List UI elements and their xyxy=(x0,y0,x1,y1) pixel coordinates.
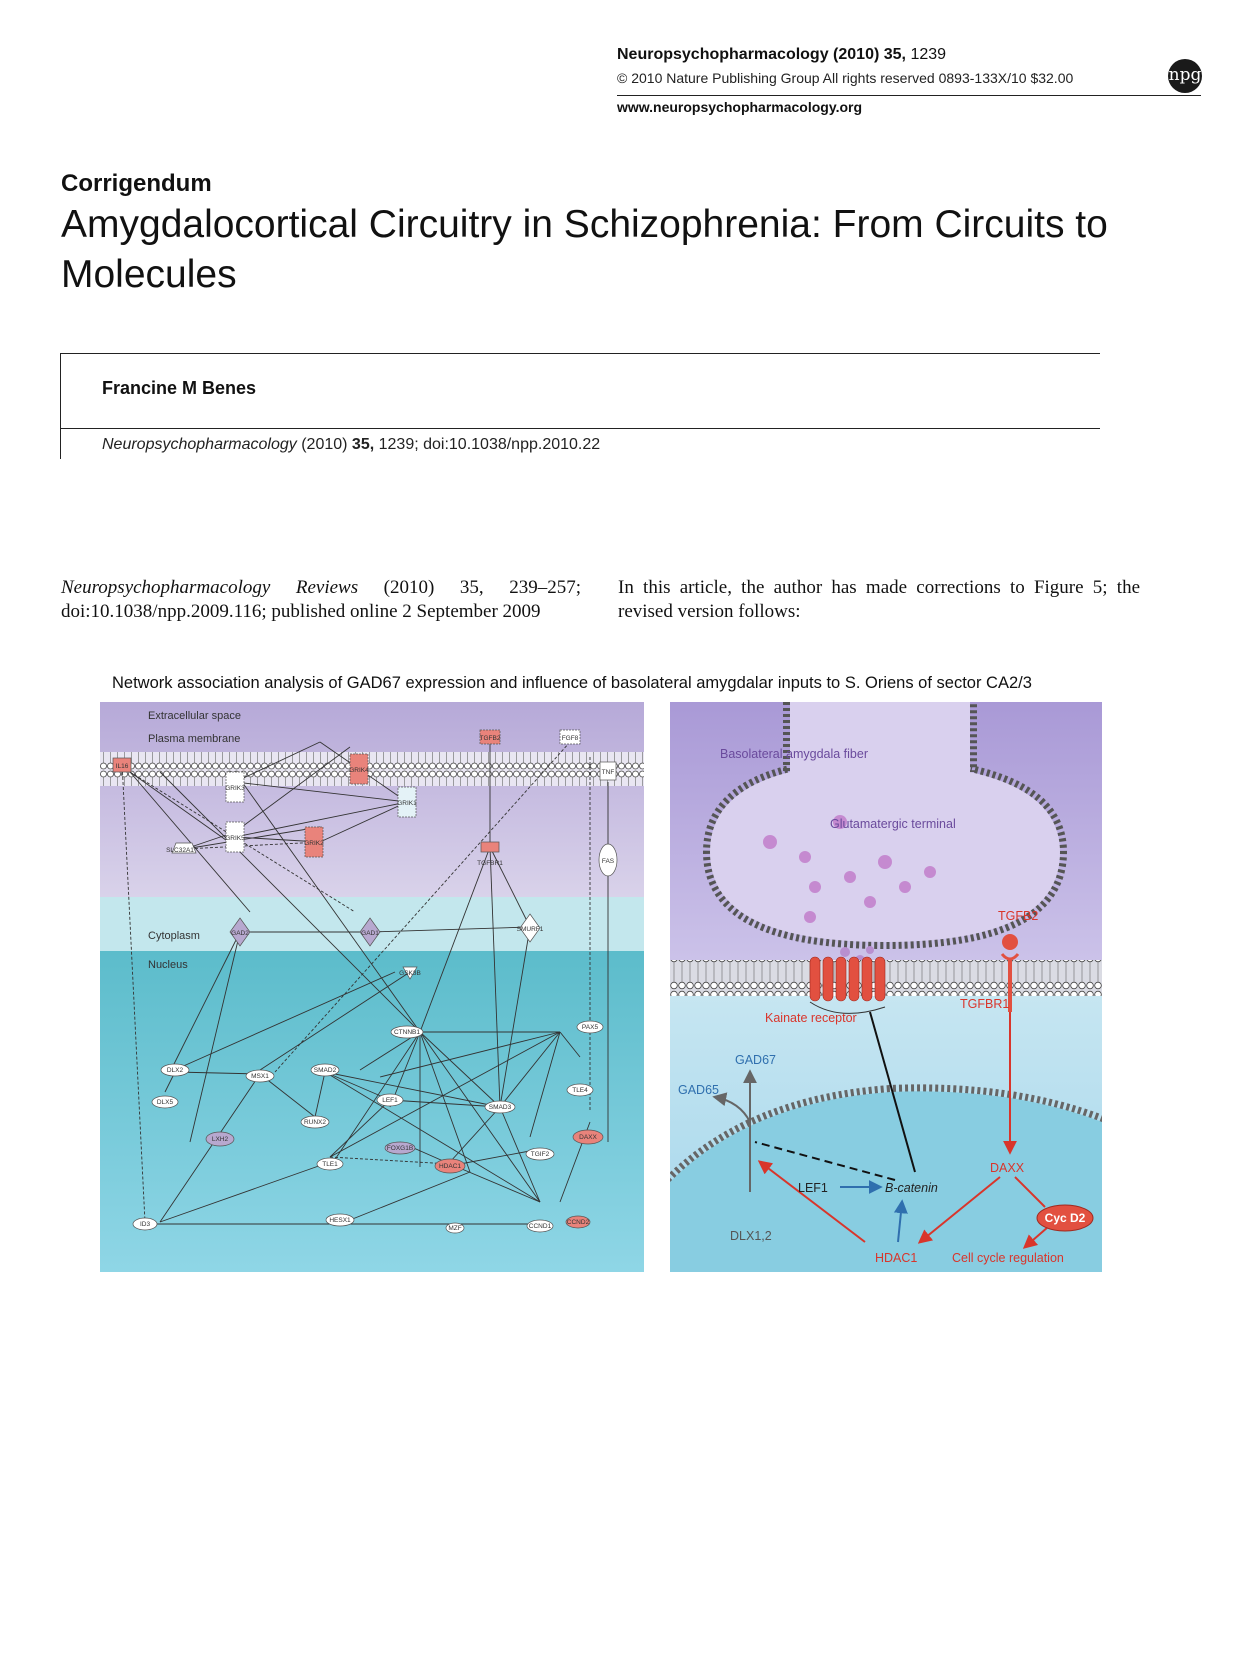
node-label-smad2: SMAD2 xyxy=(313,1067,337,1074)
label-daxx: DAXX xyxy=(990,1161,1025,1175)
region-label-extracellular: Extracellular space xyxy=(148,710,241,722)
node-label-fgf8: FGF8 xyxy=(561,735,579,742)
label-lef1: LEF1 xyxy=(798,1181,828,1195)
label-b-catenin: B-catenin xyxy=(885,1181,938,1195)
label-cell-cycle: Cell cycle regulation xyxy=(952,1251,1064,1265)
node-label-gad2: GAD2 xyxy=(231,930,249,937)
node-label-grik1: GRIK1 xyxy=(397,800,417,807)
node-label-lxh2: LXH2 xyxy=(211,1136,229,1143)
node-label-slc32a1: SLC32A1 xyxy=(166,847,194,854)
node-label-dlx5: DLX5 xyxy=(156,1099,174,1106)
label-glutamatergic-terminal: Glutamatergic terminal xyxy=(830,817,956,831)
node-label-grik2: GRIK2 xyxy=(304,840,324,847)
node-label-tgfbr1: TGFBR1 xyxy=(477,860,503,867)
node-label-grik3: GRIK3 xyxy=(225,785,245,792)
label-tgfbr1: TGFBR1 xyxy=(960,997,1010,1011)
citation-journal: Neuropsychopharmacology xyxy=(102,436,297,453)
postsynaptic-membrane xyxy=(670,960,1102,996)
journal-name: Neuropsychopharmacology (2010) 35, xyxy=(617,46,906,63)
node-label-hdac1: HDAC1 xyxy=(438,1163,462,1170)
citation-line xyxy=(102,436,600,454)
node-label-grik4: GRIK4 xyxy=(349,767,369,774)
node-label-fas: FAS xyxy=(601,858,615,865)
region-label-cytoplasm: Cytoplasm xyxy=(148,930,200,942)
label-hdac1: HDAC1 xyxy=(875,1251,918,1265)
label-basolateral-fiber: Basolateral amygdala fiber xyxy=(720,747,868,761)
original-citation-text: (2010) 35, 239–257; doi:10.1038/npp.2009.116; published online 2 September 2009 xyxy=(61,577,581,622)
correction-paragraph: In this article, the author has made corrections to Figure 5; the revised version follows: xyxy=(618,577,1140,622)
original-citation-paragraph xyxy=(61,576,581,624)
node-label-foxg1b: FOXG1B xyxy=(386,1145,414,1152)
node-label-tnf: TNF xyxy=(601,769,615,776)
label-tgfb2: TGFB2 xyxy=(998,909,1039,923)
citation-pages-doi: 1239; doi:10.1038/npp.2010.22 xyxy=(374,436,601,453)
node-label-grik5: GRIK5 xyxy=(225,835,245,842)
article-kind: Corrigendum xyxy=(61,170,212,197)
node-label-runx2: RUNX2 xyxy=(303,1119,327,1126)
region-label-membrane: Plasma membrane xyxy=(148,733,241,745)
citation-year: (2010) xyxy=(296,436,352,453)
node-label-pax5: PAX5 xyxy=(581,1024,599,1031)
node-label-gsk3b: GSK3B xyxy=(399,970,421,977)
copyright-line: © 2010 Nature Publishing Group All rights reserved 0893-133X/10 $32.00 xyxy=(617,70,1074,86)
node-tgfbr1 xyxy=(481,842,499,852)
author-box-mid-rule xyxy=(60,428,1100,429)
journal-header xyxy=(617,46,946,64)
label-cyc-d2: Cyc D2 xyxy=(1044,1211,1086,1225)
node-label-dlx2: DLX2 xyxy=(166,1067,184,1074)
node-label-tgfb2: TGFB2 xyxy=(479,735,501,742)
article-title: Amygdalocortical Circuitry in Schizophrenia: From Circuits to Molecules xyxy=(61,203,1108,296)
node-label-mzf: MZF xyxy=(448,1225,462,1232)
author-box-top-rule xyxy=(60,353,1100,354)
node-label-tle4: TLE4 xyxy=(572,1087,588,1094)
network-diagram xyxy=(100,702,644,1272)
tgfb2-ligand xyxy=(1002,934,1018,950)
node-label-daxx: DAXX xyxy=(579,1134,597,1141)
node-label-il16: IL16 xyxy=(115,763,129,770)
node-label-ccnd2: CCND2 xyxy=(566,1219,590,1226)
header-rule xyxy=(617,95,1201,96)
original-journal: Neuropsychopharmacology Reviews xyxy=(61,577,359,598)
citation-volume: 35, xyxy=(351,436,375,453)
page-number: 1239 xyxy=(910,46,947,63)
author-box-left-rule xyxy=(60,353,61,459)
label-gad65: GAD65 xyxy=(678,1083,719,1097)
figure-title: Network association analysis of GAD67 expression and influence of basolateral amygdalar inputs to S. Oriens of sector CA2/3 xyxy=(112,674,1032,692)
node-label-ctnnb1: CTNNB1 xyxy=(393,1029,421,1036)
npg-logo: npg xyxy=(1168,59,1202,93)
node-label-tle1: TLE1 xyxy=(322,1161,338,1168)
node-label-lef1: LEF1 xyxy=(382,1097,398,1104)
label-kainate-receptor: Kainate receptor xyxy=(765,1011,857,1025)
node-label-gad1: GAD1 xyxy=(361,930,379,937)
node-label-hesx1: HESX1 xyxy=(329,1217,351,1224)
region-label-nucleus: Nucleus xyxy=(148,959,188,971)
label-dlx: DLX1,2 xyxy=(730,1229,772,1243)
node-label-ccnd1: CCND1 xyxy=(528,1223,552,1230)
journal-url[interactable]: www.neuropsychopharmacology.org xyxy=(617,99,863,115)
plasma-membrane xyxy=(100,752,644,786)
node-label-id3: ID3 xyxy=(139,1221,151,1228)
node-label-tgif2: TGIF2 xyxy=(530,1151,550,1158)
label-gad67: GAD67 xyxy=(735,1053,776,1067)
synapse-schematic xyxy=(670,702,1102,1272)
node-label-smad3: SMAD3 xyxy=(488,1104,512,1111)
node-label-smurf1: SMURF1 xyxy=(516,926,544,933)
node-label-msx1: MSX1 xyxy=(251,1073,269,1080)
author-name: Francine M Benes xyxy=(102,378,257,398)
